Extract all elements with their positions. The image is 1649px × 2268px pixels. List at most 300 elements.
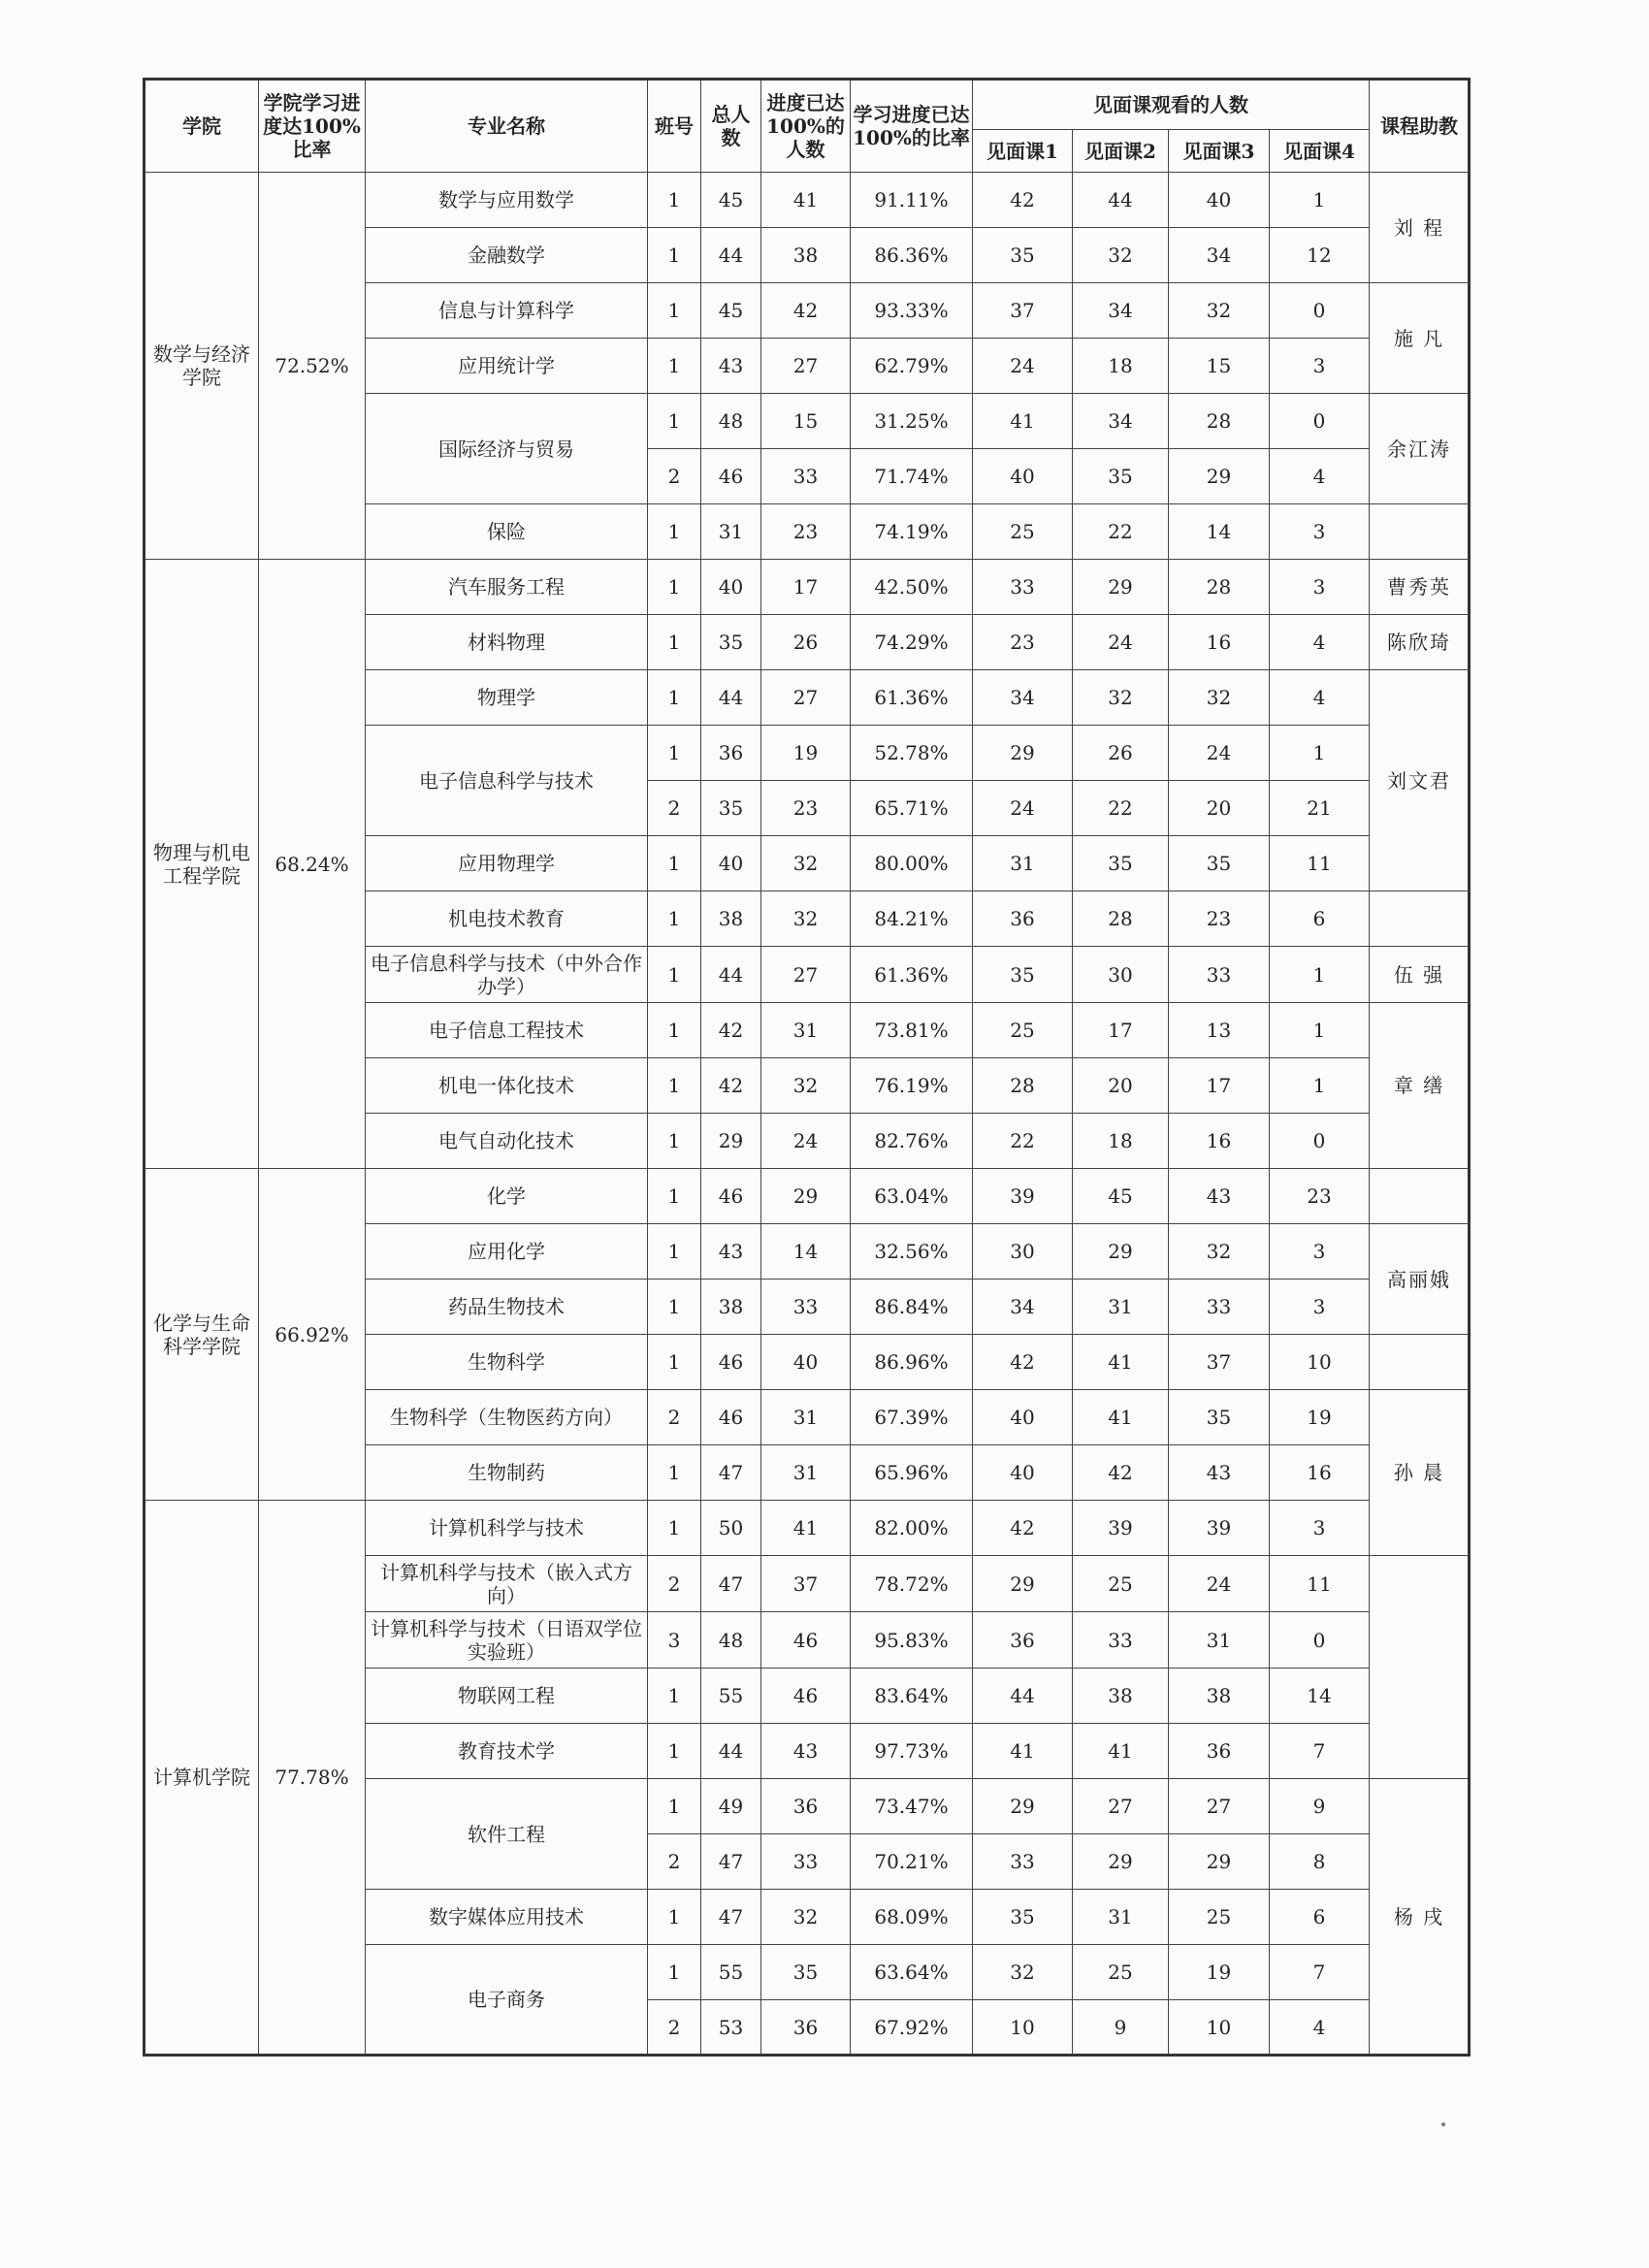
table-row xyxy=(145,1501,1470,1556)
major-name: 软件工程 xyxy=(366,1779,648,1890)
f2f-count-1: 24 xyxy=(973,339,1073,394)
total-count: 42 xyxy=(701,1003,761,1058)
assistant-name: 施 凡 xyxy=(1370,283,1470,394)
total-count: 47 xyxy=(701,1890,761,1945)
f2f-count-1: 30 xyxy=(973,1224,1073,1280)
done-count: 46 xyxy=(761,1669,851,1724)
done-count: 41 xyxy=(761,1501,851,1556)
total-count: 36 xyxy=(701,726,761,781)
done-count: 43 xyxy=(761,1724,851,1779)
f2f-count-4: 0 xyxy=(1270,283,1370,339)
f2f-count-1: 29 xyxy=(973,1556,1073,1612)
total-count: 38 xyxy=(701,891,761,947)
total-count: 55 xyxy=(701,1945,761,2000)
done-rate: 80.00% xyxy=(851,836,973,891)
college-name: 计算机学院 xyxy=(145,1501,259,2056)
f2f-count-3: 10 xyxy=(1169,2000,1270,2056)
assistant-name: 高丽娥 xyxy=(1370,1224,1470,1335)
total-count: 44 xyxy=(701,228,761,283)
total-count: 35 xyxy=(701,781,761,836)
total-count: 44 xyxy=(701,947,761,1003)
f2f-count-4: 10 xyxy=(1270,1335,1370,1390)
class-no: 2 xyxy=(648,781,701,836)
table-row xyxy=(145,560,1470,615)
done-count: 32 xyxy=(761,891,851,947)
done-count: 26 xyxy=(761,615,851,670)
done-count: 24 xyxy=(761,1114,851,1169)
f2f-count-4: 1 xyxy=(1270,173,1370,228)
total-count: 48 xyxy=(701,1612,761,1669)
f2f-count-2: 29 xyxy=(1073,560,1169,615)
f2f-count-2: 45 xyxy=(1073,1169,1169,1224)
major-name: 信息与计算科学 xyxy=(366,283,648,339)
major-name: 物联网工程 xyxy=(366,1669,648,1724)
class-no: 1 xyxy=(648,228,701,283)
f2f-count-2: 41 xyxy=(1073,1724,1169,1779)
assistant-name xyxy=(1370,504,1470,560)
header-f2f-3: 见面课3 xyxy=(1169,130,1270,173)
class-no: 1 xyxy=(648,947,701,1003)
header-major: 专业名称 xyxy=(366,80,648,173)
f2f-count-1: 31 xyxy=(973,836,1073,891)
f2f-count-1: 22 xyxy=(973,1114,1073,1169)
done-count: 36 xyxy=(761,1779,851,1834)
class-no: 1 xyxy=(648,394,701,449)
f2f-count-2: 35 xyxy=(1073,836,1169,891)
class-no: 1 xyxy=(648,560,701,615)
total-count: 43 xyxy=(701,339,761,394)
f2f-count-1: 34 xyxy=(973,1280,1073,1335)
f2f-count-3: 17 xyxy=(1169,1058,1270,1114)
f2f-count-4: 4 xyxy=(1270,670,1370,726)
total-count: 47 xyxy=(701,1556,761,1612)
done-count: 33 xyxy=(761,1834,851,1890)
class-no: 1 xyxy=(648,1501,701,1556)
done-count: 33 xyxy=(761,449,851,504)
f2f-count-4: 8 xyxy=(1270,1834,1370,1890)
class-no: 2 xyxy=(648,1390,701,1445)
f2f-count-2: 41 xyxy=(1073,1390,1169,1445)
f2f-count-3: 38 xyxy=(1169,1669,1270,1724)
done-rate: 74.19% xyxy=(851,504,973,560)
f2f-count-2: 41 xyxy=(1073,1335,1169,1390)
done-rate: 65.71% xyxy=(851,781,973,836)
f2f-count-4: 7 xyxy=(1270,1945,1370,2000)
f2f-count-3: 28 xyxy=(1169,394,1270,449)
done-rate: 76.19% xyxy=(851,1058,973,1114)
done-rate: 82.76% xyxy=(851,1114,973,1169)
total-count: 45 xyxy=(701,283,761,339)
f2f-count-2: 24 xyxy=(1073,615,1169,670)
major-name: 物理学 xyxy=(366,670,648,726)
major-name: 电子信息工程技术 xyxy=(366,1003,648,1058)
f2f-count-1: 36 xyxy=(973,1612,1073,1669)
done-count: 31 xyxy=(761,1390,851,1445)
f2f-count-4: 6 xyxy=(1270,891,1370,947)
f2f-count-1: 40 xyxy=(973,1390,1073,1445)
table-body xyxy=(145,173,1470,2056)
f2f-count-4: 3 xyxy=(1270,504,1370,560)
assistant-name xyxy=(1370,1169,1470,1224)
done-count: 15 xyxy=(761,394,851,449)
f2f-count-3: 32 xyxy=(1169,670,1270,726)
assistant-name xyxy=(1370,891,1470,947)
f2f-count-1: 42 xyxy=(973,1335,1073,1390)
class-no: 1 xyxy=(648,1669,701,1724)
f2f-count-1: 35 xyxy=(973,1890,1073,1945)
total-count: 40 xyxy=(701,560,761,615)
class-no: 2 xyxy=(648,1556,701,1612)
class-no: 1 xyxy=(648,1224,701,1280)
major-name: 应用物理学 xyxy=(366,836,648,891)
f2f-count-1: 25 xyxy=(973,504,1073,560)
f2f-count-2: 29 xyxy=(1073,1224,1169,1280)
assistant-name: 刘 程 xyxy=(1370,173,1470,283)
class-no: 2 xyxy=(648,449,701,504)
done-count: 40 xyxy=(761,1335,851,1390)
done-rate: 61.36% xyxy=(851,947,973,1003)
done-count: 38 xyxy=(761,228,851,283)
f2f-count-1: 25 xyxy=(973,1003,1073,1058)
done-count: 19 xyxy=(761,726,851,781)
major-name: 保险 xyxy=(366,504,648,560)
major-name: 数字媒体应用技术 xyxy=(366,1890,648,1945)
done-rate: 82.00% xyxy=(851,1501,973,1556)
total-count: 47 xyxy=(701,1834,761,1890)
class-no: 1 xyxy=(648,504,701,560)
header-total: 总人数 xyxy=(701,80,761,173)
major-name: 生物制药 xyxy=(366,1445,648,1501)
f2f-count-4: 23 xyxy=(1270,1169,1370,1224)
total-count: 43 xyxy=(701,1224,761,1280)
college-rate: 77.78% xyxy=(259,1501,366,2056)
done-count: 42 xyxy=(761,283,851,339)
total-count: 38 xyxy=(701,1280,761,1335)
assistant-name: 陈欣琦 xyxy=(1370,615,1470,670)
f2f-count-3: 16 xyxy=(1169,1114,1270,1169)
f2f-count-4: 3 xyxy=(1270,339,1370,394)
major-name: 汽车服务工程 xyxy=(366,560,648,615)
header-done-count: 进度已达100%的人数 xyxy=(761,80,851,173)
f2f-count-2: 31 xyxy=(1073,1280,1169,1335)
total-count: 29 xyxy=(701,1114,761,1169)
f2f-count-1: 28 xyxy=(973,1058,1073,1114)
done-rate: 32.56% xyxy=(851,1224,973,1280)
f2f-count-2: 32 xyxy=(1073,228,1169,283)
done-rate: 83.64% xyxy=(851,1669,973,1724)
college-name: 化学与生命科学学院 xyxy=(145,1169,259,1501)
f2f-count-2: 29 xyxy=(1073,1834,1169,1890)
done-count: 23 xyxy=(761,504,851,560)
major-name: 机电一体化技术 xyxy=(366,1058,648,1114)
major-name: 生物科学（生物医药方向） xyxy=(366,1390,648,1445)
done-count: 35 xyxy=(761,1945,851,2000)
f2f-count-4: 0 xyxy=(1270,1114,1370,1169)
f2f-count-3: 35 xyxy=(1169,1390,1270,1445)
class-no: 1 xyxy=(648,173,701,228)
f2f-count-1: 40 xyxy=(973,1445,1073,1501)
f2f-count-2: 27 xyxy=(1073,1779,1169,1834)
total-count: 31 xyxy=(701,504,761,560)
major-name: 计算机科学与技术 xyxy=(366,1501,648,1556)
f2f-count-1: 32 xyxy=(973,1945,1073,2000)
college-rate: 72.52% xyxy=(259,173,366,560)
f2f-count-2: 17 xyxy=(1073,1003,1169,1058)
f2f-count-4: 7 xyxy=(1270,1724,1370,1779)
done-count: 17 xyxy=(761,560,851,615)
f2f-count-3: 33 xyxy=(1169,947,1270,1003)
total-count: 53 xyxy=(701,2000,761,2056)
class-no: 3 xyxy=(648,1612,701,1669)
f2f-count-3: 37 xyxy=(1169,1335,1270,1390)
done-rate: 86.84% xyxy=(851,1280,973,1335)
f2f-count-3: 14 xyxy=(1169,504,1270,560)
f2f-count-2: 25 xyxy=(1073,1945,1169,2000)
f2f-count-3: 33 xyxy=(1169,1280,1270,1335)
done-rate: 93.33% xyxy=(851,283,973,339)
f2f-count-4: 1 xyxy=(1270,726,1370,781)
done-count: 27 xyxy=(761,947,851,1003)
header-class-no: 班号 xyxy=(648,80,701,173)
done-rate: 95.83% xyxy=(851,1612,973,1669)
major-name: 国际经济与贸易 xyxy=(366,394,648,504)
header-done-rate: 学习进度已达100%的比率 xyxy=(851,80,973,173)
f2f-count-3: 28 xyxy=(1169,560,1270,615)
class-no: 1 xyxy=(648,1335,701,1390)
f2f-count-2: 35 xyxy=(1073,449,1169,504)
f2f-count-3: 25 xyxy=(1169,1890,1270,1945)
class-no: 1 xyxy=(648,1779,701,1834)
f2f-count-3: 24 xyxy=(1169,1556,1270,1612)
f2f-count-4: 16 xyxy=(1270,1445,1370,1501)
major-name: 材料物理 xyxy=(366,615,648,670)
f2f-count-2: 32 xyxy=(1073,670,1169,726)
total-count: 46 xyxy=(701,1335,761,1390)
header-f2f-group: 见面课观看的人数 xyxy=(973,80,1370,130)
total-count: 47 xyxy=(701,1445,761,1501)
done-rate: 61.36% xyxy=(851,670,973,726)
class-no: 1 xyxy=(648,891,701,947)
done-rate: 73.47% xyxy=(851,1779,973,1834)
done-count: 32 xyxy=(761,1058,851,1114)
f2f-count-3: 32 xyxy=(1169,1224,1270,1280)
done-count: 29 xyxy=(761,1169,851,1224)
class-no: 1 xyxy=(648,726,701,781)
header-f2f-1: 见面课1 xyxy=(973,130,1073,173)
f2f-count-1: 37 xyxy=(973,283,1073,339)
f2f-count-1: 39 xyxy=(973,1169,1073,1224)
f2f-count-3: 29 xyxy=(1169,449,1270,504)
f2f-count-3: 20 xyxy=(1169,781,1270,836)
f2f-count-2: 33 xyxy=(1073,1612,1169,1669)
major-name: 电气自动化技术 xyxy=(366,1114,648,1169)
f2f-count-4: 4 xyxy=(1270,2000,1370,2056)
done-rate: 86.36% xyxy=(851,228,973,283)
f2f-count-4: 11 xyxy=(1270,836,1370,891)
done-count: 31 xyxy=(761,1003,851,1058)
class-no: 1 xyxy=(648,1945,701,2000)
f2f-count-3: 15 xyxy=(1169,339,1270,394)
f2f-count-1: 44 xyxy=(973,1669,1073,1724)
assistant-name: 杨 戌 xyxy=(1370,1779,1470,2056)
f2f-count-2: 31 xyxy=(1073,1890,1169,1945)
assistant-name: 伍 强 xyxy=(1370,947,1470,1003)
table-row xyxy=(145,173,1470,228)
f2f-count-3: 24 xyxy=(1169,726,1270,781)
f2f-count-4: 3 xyxy=(1270,1501,1370,1556)
f2f-count-2: 25 xyxy=(1073,1556,1169,1612)
done-rate: 86.96% xyxy=(851,1335,973,1390)
class-no: 1 xyxy=(648,1058,701,1114)
done-rate: 97.73% xyxy=(851,1724,973,1779)
f2f-count-3: 31 xyxy=(1169,1612,1270,1669)
f2f-count-2: 30 xyxy=(1073,947,1169,1003)
assistant-name: 刘文君 xyxy=(1370,670,1470,891)
f2f-count-4: 11 xyxy=(1270,1556,1370,1612)
major-name: 电子信息科学与技术 xyxy=(366,726,648,836)
f2f-count-3: 43 xyxy=(1169,1445,1270,1501)
f2f-count-4: 21 xyxy=(1270,781,1370,836)
done-rate: 31.25% xyxy=(851,394,973,449)
progress-table xyxy=(143,78,1471,2057)
assistant-name xyxy=(1370,1335,1470,1390)
total-count: 45 xyxy=(701,173,761,228)
college-name: 数学与经济学院 xyxy=(145,173,259,560)
college-name: 物理与机电工程学院 xyxy=(145,560,259,1169)
done-rate: 62.79% xyxy=(851,339,973,394)
f2f-count-4: 6 xyxy=(1270,1890,1370,1945)
header-college-rate: 学院学习进度达100%比率 xyxy=(259,80,366,173)
done-rate: 71.74% xyxy=(851,449,973,504)
done-rate: 63.64% xyxy=(851,1945,973,2000)
f2f-count-1: 23 xyxy=(973,615,1073,670)
major-name: 药品生物技术 xyxy=(366,1280,648,1335)
f2f-count-1: 40 xyxy=(973,449,1073,504)
f2f-count-1: 33 xyxy=(973,560,1073,615)
total-count: 46 xyxy=(701,449,761,504)
done-count: 33 xyxy=(761,1280,851,1335)
assistant-name: 余江涛 xyxy=(1370,394,1470,504)
college-rate: 66.92% xyxy=(259,1169,366,1501)
f2f-count-1: 42 xyxy=(973,1501,1073,1556)
done-count: 32 xyxy=(761,836,851,891)
done-rate: 68.09% xyxy=(851,1890,973,1945)
total-count: 49 xyxy=(701,1779,761,1834)
f2f-count-2: 20 xyxy=(1073,1058,1169,1114)
class-no: 2 xyxy=(648,2000,701,2056)
class-no: 1 xyxy=(648,1280,701,1335)
f2f-count-1: 34 xyxy=(973,670,1073,726)
scan-dot xyxy=(1441,2122,1445,2126)
done-rate: 70.21% xyxy=(851,1834,973,1890)
done-count: 27 xyxy=(761,339,851,394)
f2f-count-4: 3 xyxy=(1270,560,1370,615)
f2f-count-4: 4 xyxy=(1270,449,1370,504)
f2f-count-4: 12 xyxy=(1270,228,1370,283)
f2f-count-3: 32 xyxy=(1169,283,1270,339)
f2f-count-3: 27 xyxy=(1169,1779,1270,1834)
class-no: 1 xyxy=(648,1890,701,1945)
f2f-count-1: 29 xyxy=(973,726,1073,781)
done-count: 32 xyxy=(761,1890,851,1945)
f2f-count-3: 40 xyxy=(1169,173,1270,228)
total-count: 48 xyxy=(701,394,761,449)
f2f-count-3: 36 xyxy=(1169,1724,1270,1779)
done-rate: 67.92% xyxy=(851,2000,973,2056)
f2f-count-1: 42 xyxy=(973,173,1073,228)
f2f-count-3: 34 xyxy=(1169,228,1270,283)
college-rate: 68.24% xyxy=(259,560,366,1169)
class-no: 1 xyxy=(648,670,701,726)
table-row xyxy=(145,1169,1470,1224)
f2f-count-2: 22 xyxy=(1073,781,1169,836)
f2f-count-1: 33 xyxy=(973,1834,1073,1890)
done-count: 41 xyxy=(761,173,851,228)
done-rate: 78.72% xyxy=(851,1556,973,1612)
class-no: 1 xyxy=(648,1169,701,1224)
done-count: 23 xyxy=(761,781,851,836)
f2f-count-1: 41 xyxy=(973,394,1073,449)
class-no: 1 xyxy=(648,1003,701,1058)
total-count: 44 xyxy=(701,1724,761,1779)
major-name: 应用统计学 xyxy=(366,339,648,394)
done-rate: 65.96% xyxy=(851,1445,973,1501)
f2f-count-4: 3 xyxy=(1270,1280,1370,1335)
f2f-count-4: 0 xyxy=(1270,1612,1370,1669)
class-no: 1 xyxy=(648,836,701,891)
header-assistant: 课程助教 xyxy=(1370,80,1470,173)
f2f-count-1: 41 xyxy=(973,1724,1073,1779)
f2f-count-4: 3 xyxy=(1270,1224,1370,1280)
major-name: 电子商务 xyxy=(366,1945,648,2056)
total-count: 42 xyxy=(701,1058,761,1114)
total-count: 35 xyxy=(701,615,761,670)
f2f-count-3: 19 xyxy=(1169,1945,1270,2000)
f2f-count-2: 34 xyxy=(1073,283,1169,339)
f2f-count-4: 4 xyxy=(1270,615,1370,670)
class-no: 1 xyxy=(648,615,701,670)
class-no: 2 xyxy=(648,1834,701,1890)
assistant-name: 曹秀英 xyxy=(1370,560,1470,615)
f2f-count-1: 24 xyxy=(973,781,1073,836)
f2f-count-2: 39 xyxy=(1073,1501,1169,1556)
f2f-count-4: 1 xyxy=(1270,1003,1370,1058)
f2f-count-1: 35 xyxy=(973,228,1073,283)
major-name: 机电技术教育 xyxy=(366,891,648,947)
done-count: 46 xyxy=(761,1612,851,1669)
f2f-count-2: 9 xyxy=(1073,2000,1169,2056)
f2f-count-2: 26 xyxy=(1073,726,1169,781)
f2f-count-4: 1 xyxy=(1270,1058,1370,1114)
header-college: 学院 xyxy=(145,80,259,173)
done-count: 27 xyxy=(761,670,851,726)
class-no: 1 xyxy=(648,1724,701,1779)
done-rate: 42.50% xyxy=(851,560,973,615)
major-name: 计算机科学与技术（嵌入式方向） xyxy=(366,1556,648,1612)
f2f-count-3: 35 xyxy=(1169,836,1270,891)
major-name: 教育技术学 xyxy=(366,1724,648,1779)
done-rate: 67.39% xyxy=(851,1390,973,1445)
header-f2f-2: 见面课2 xyxy=(1073,130,1169,173)
f2f-count-1: 29 xyxy=(973,1779,1073,1834)
f2f-count-2: 34 xyxy=(1073,394,1169,449)
class-no: 1 xyxy=(648,1445,701,1501)
f2f-count-1: 35 xyxy=(973,947,1073,1003)
f2f-count-2: 22 xyxy=(1073,504,1169,560)
total-count: 50 xyxy=(701,1501,761,1556)
major-name: 应用化学 xyxy=(366,1224,648,1280)
major-name: 数学与应用数学 xyxy=(366,173,648,228)
